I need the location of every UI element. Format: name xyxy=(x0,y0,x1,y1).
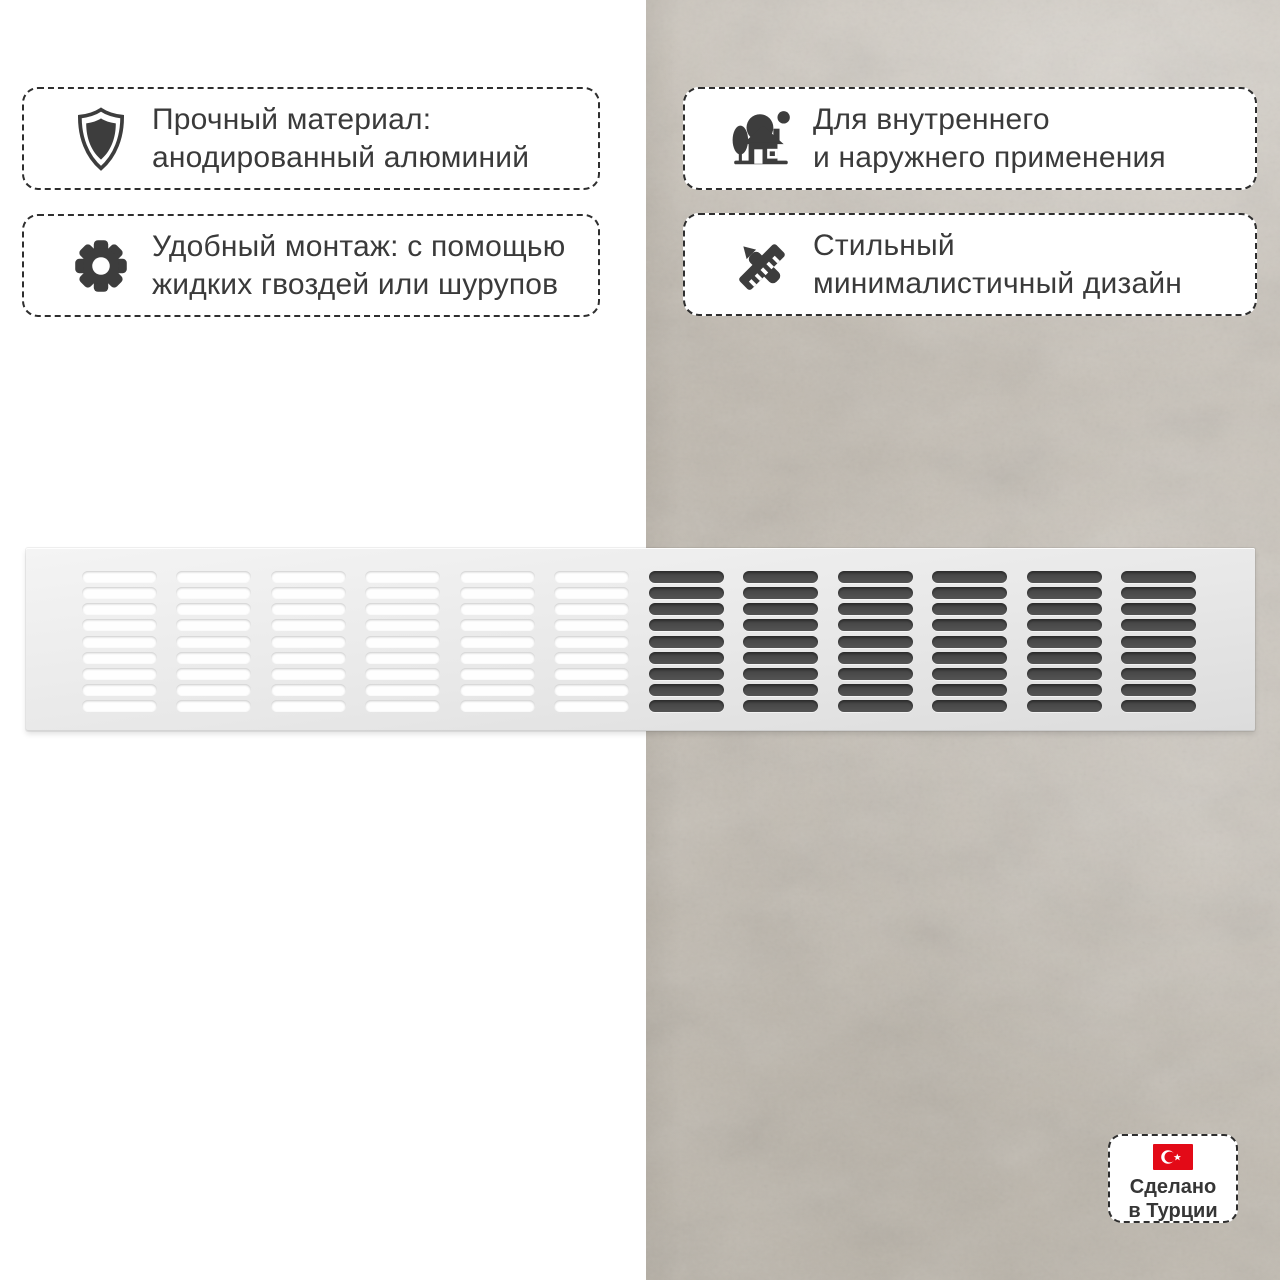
vent-slot xyxy=(82,571,157,583)
vent-slot xyxy=(743,587,818,599)
vent-slot xyxy=(176,652,251,664)
vent-slot xyxy=(271,603,346,615)
feature-text-line: минималистичный дизайн xyxy=(813,266,1183,300)
feature-text-line: Для внутреннего xyxy=(813,102,1050,136)
shield-icon xyxy=(68,106,134,172)
slot-group xyxy=(838,571,913,712)
vent-slot xyxy=(1027,700,1102,712)
vent-slot xyxy=(554,603,629,615)
slot-group xyxy=(1121,571,1196,712)
feature-text-line: анодированный алюминий xyxy=(152,140,530,174)
vent-slot xyxy=(1027,636,1102,648)
slot-group xyxy=(82,571,157,712)
vent-slot xyxy=(460,571,535,583)
vent-slot xyxy=(838,652,913,664)
vent-slot xyxy=(365,684,440,696)
vent-slot xyxy=(176,700,251,712)
vent-slot xyxy=(176,668,251,680)
vent-slot xyxy=(554,652,629,664)
vent-slot xyxy=(838,684,913,696)
house-icon xyxy=(729,106,795,172)
vent-slot xyxy=(554,587,629,599)
vent-slot xyxy=(176,571,251,583)
slot-group xyxy=(743,571,818,712)
vent-slot xyxy=(838,636,913,648)
vent-slot xyxy=(649,636,724,648)
slot-group xyxy=(932,571,1007,712)
vent-slot xyxy=(649,684,724,696)
vent-slot xyxy=(932,636,1007,648)
vent-slot xyxy=(932,571,1007,583)
vent-slot xyxy=(838,587,913,599)
feature-text-line: и наружнего применения xyxy=(813,140,1166,174)
vent-slot xyxy=(554,636,629,648)
vent-slot xyxy=(460,700,535,712)
vent-slot xyxy=(932,700,1007,712)
feature-card-easy-mounting xyxy=(22,214,600,317)
vent-slot xyxy=(1121,571,1196,583)
vent-slot xyxy=(176,619,251,631)
feature-card-durable-material xyxy=(22,87,600,190)
vent-slot xyxy=(838,668,913,680)
vent-slot xyxy=(1121,603,1196,615)
feature-text-line: жидких гвоздей или шурупов xyxy=(152,267,559,301)
vent-slot xyxy=(460,587,535,599)
slot-group xyxy=(649,571,724,712)
feature-text-line: Стильный xyxy=(813,228,955,262)
vent-slot xyxy=(1121,668,1196,680)
vent-slot xyxy=(1121,619,1196,631)
badge-text-line: в Турции xyxy=(1128,1200,1218,1222)
vent-slot xyxy=(743,619,818,631)
vent-slot xyxy=(460,668,535,680)
made-in-turkey-badge xyxy=(1108,1134,1238,1223)
feature-text-line: Удобный монтаж: с помощью xyxy=(152,229,566,263)
vent-slot xyxy=(365,652,440,664)
vent-slot xyxy=(743,684,818,696)
vent-slot xyxy=(82,619,157,631)
vent-slot xyxy=(460,636,535,648)
vent-slot xyxy=(838,603,913,615)
vent-slot xyxy=(176,587,251,599)
vent-slot xyxy=(743,636,818,648)
vent-slot xyxy=(554,619,629,631)
vent-slot xyxy=(932,587,1007,599)
vent-slot xyxy=(932,684,1007,696)
turkey-flag-icon xyxy=(1153,1144,1193,1170)
vent-slot xyxy=(649,668,724,680)
feature-text-line: Прочный материал: xyxy=(152,102,432,136)
vent-slot xyxy=(365,571,440,583)
vent-slot xyxy=(649,619,724,631)
vent-slot xyxy=(1121,652,1196,664)
pencil-ruler-icon xyxy=(729,232,795,298)
vent-slot xyxy=(365,603,440,615)
vent-slot xyxy=(271,684,346,696)
vent-slot xyxy=(649,603,724,615)
vent-slot xyxy=(743,652,818,664)
vent-slot xyxy=(838,571,913,583)
vent-slot xyxy=(649,571,724,583)
vent-slot xyxy=(649,587,724,599)
vent-slot xyxy=(743,603,818,615)
vent-slot xyxy=(271,587,346,599)
vent-slot xyxy=(271,636,346,648)
gear-icon xyxy=(68,233,134,299)
vent-slot xyxy=(82,684,157,696)
slot-group xyxy=(365,571,440,712)
feature-card-indoor-outdoor xyxy=(683,87,1257,190)
vent-slot xyxy=(1027,603,1102,615)
vent-slot xyxy=(554,668,629,680)
vent-slot xyxy=(82,603,157,615)
vent-slot xyxy=(743,668,818,680)
vent-slot xyxy=(82,700,157,712)
vent-slot xyxy=(365,700,440,712)
vent-slot xyxy=(1027,652,1102,664)
vent-slot xyxy=(82,668,157,680)
vent-slot xyxy=(554,571,629,583)
slot-group xyxy=(1027,571,1102,712)
vent-slot xyxy=(271,668,346,680)
vent-slot xyxy=(932,619,1007,631)
vent-slot xyxy=(365,636,440,648)
vent-slot xyxy=(82,587,157,599)
vent-slot xyxy=(649,652,724,664)
vent-slot xyxy=(838,700,913,712)
vent-slot xyxy=(365,668,440,680)
vent-slot xyxy=(365,587,440,599)
vent-slot xyxy=(649,700,724,712)
vent-slot xyxy=(460,652,535,664)
slot-group xyxy=(176,571,251,712)
vent-slot xyxy=(460,684,535,696)
vent-slot xyxy=(271,619,346,631)
vent-slot xyxy=(554,700,629,712)
slot-group xyxy=(460,571,535,712)
vent-slot xyxy=(743,700,818,712)
ventilation-grille-image xyxy=(26,548,1255,731)
vent-slot xyxy=(932,652,1007,664)
vent-slot xyxy=(82,636,157,648)
vent-slot xyxy=(743,571,818,583)
vent-slot xyxy=(1121,587,1196,599)
vent-slot xyxy=(365,619,440,631)
vent-slot xyxy=(1121,636,1196,648)
vent-slot xyxy=(1027,619,1102,631)
vent-slot xyxy=(838,619,913,631)
vent-slot xyxy=(271,652,346,664)
vent-slot xyxy=(1027,684,1102,696)
vent-slot xyxy=(176,603,251,615)
feature-card-minimalist-design xyxy=(683,213,1257,316)
vent-slot xyxy=(1027,587,1102,599)
vent-slot xyxy=(1027,668,1102,680)
vent-slot xyxy=(932,668,1007,680)
vent-slot xyxy=(176,684,251,696)
vent-slot xyxy=(82,652,157,664)
vent-slot xyxy=(1027,571,1102,583)
vent-slot xyxy=(460,603,535,615)
vent-slot xyxy=(271,571,346,583)
vent-slot xyxy=(1121,700,1196,712)
slot-group xyxy=(271,571,346,712)
badge-text-line: Сделано xyxy=(1129,1176,1217,1198)
vent-slot xyxy=(932,603,1007,615)
vent-slot xyxy=(554,684,629,696)
slot-group xyxy=(554,571,629,712)
vent-slot xyxy=(271,700,346,712)
vent-slot xyxy=(460,619,535,631)
vent-slot xyxy=(1121,684,1196,696)
vent-slot xyxy=(176,636,251,648)
